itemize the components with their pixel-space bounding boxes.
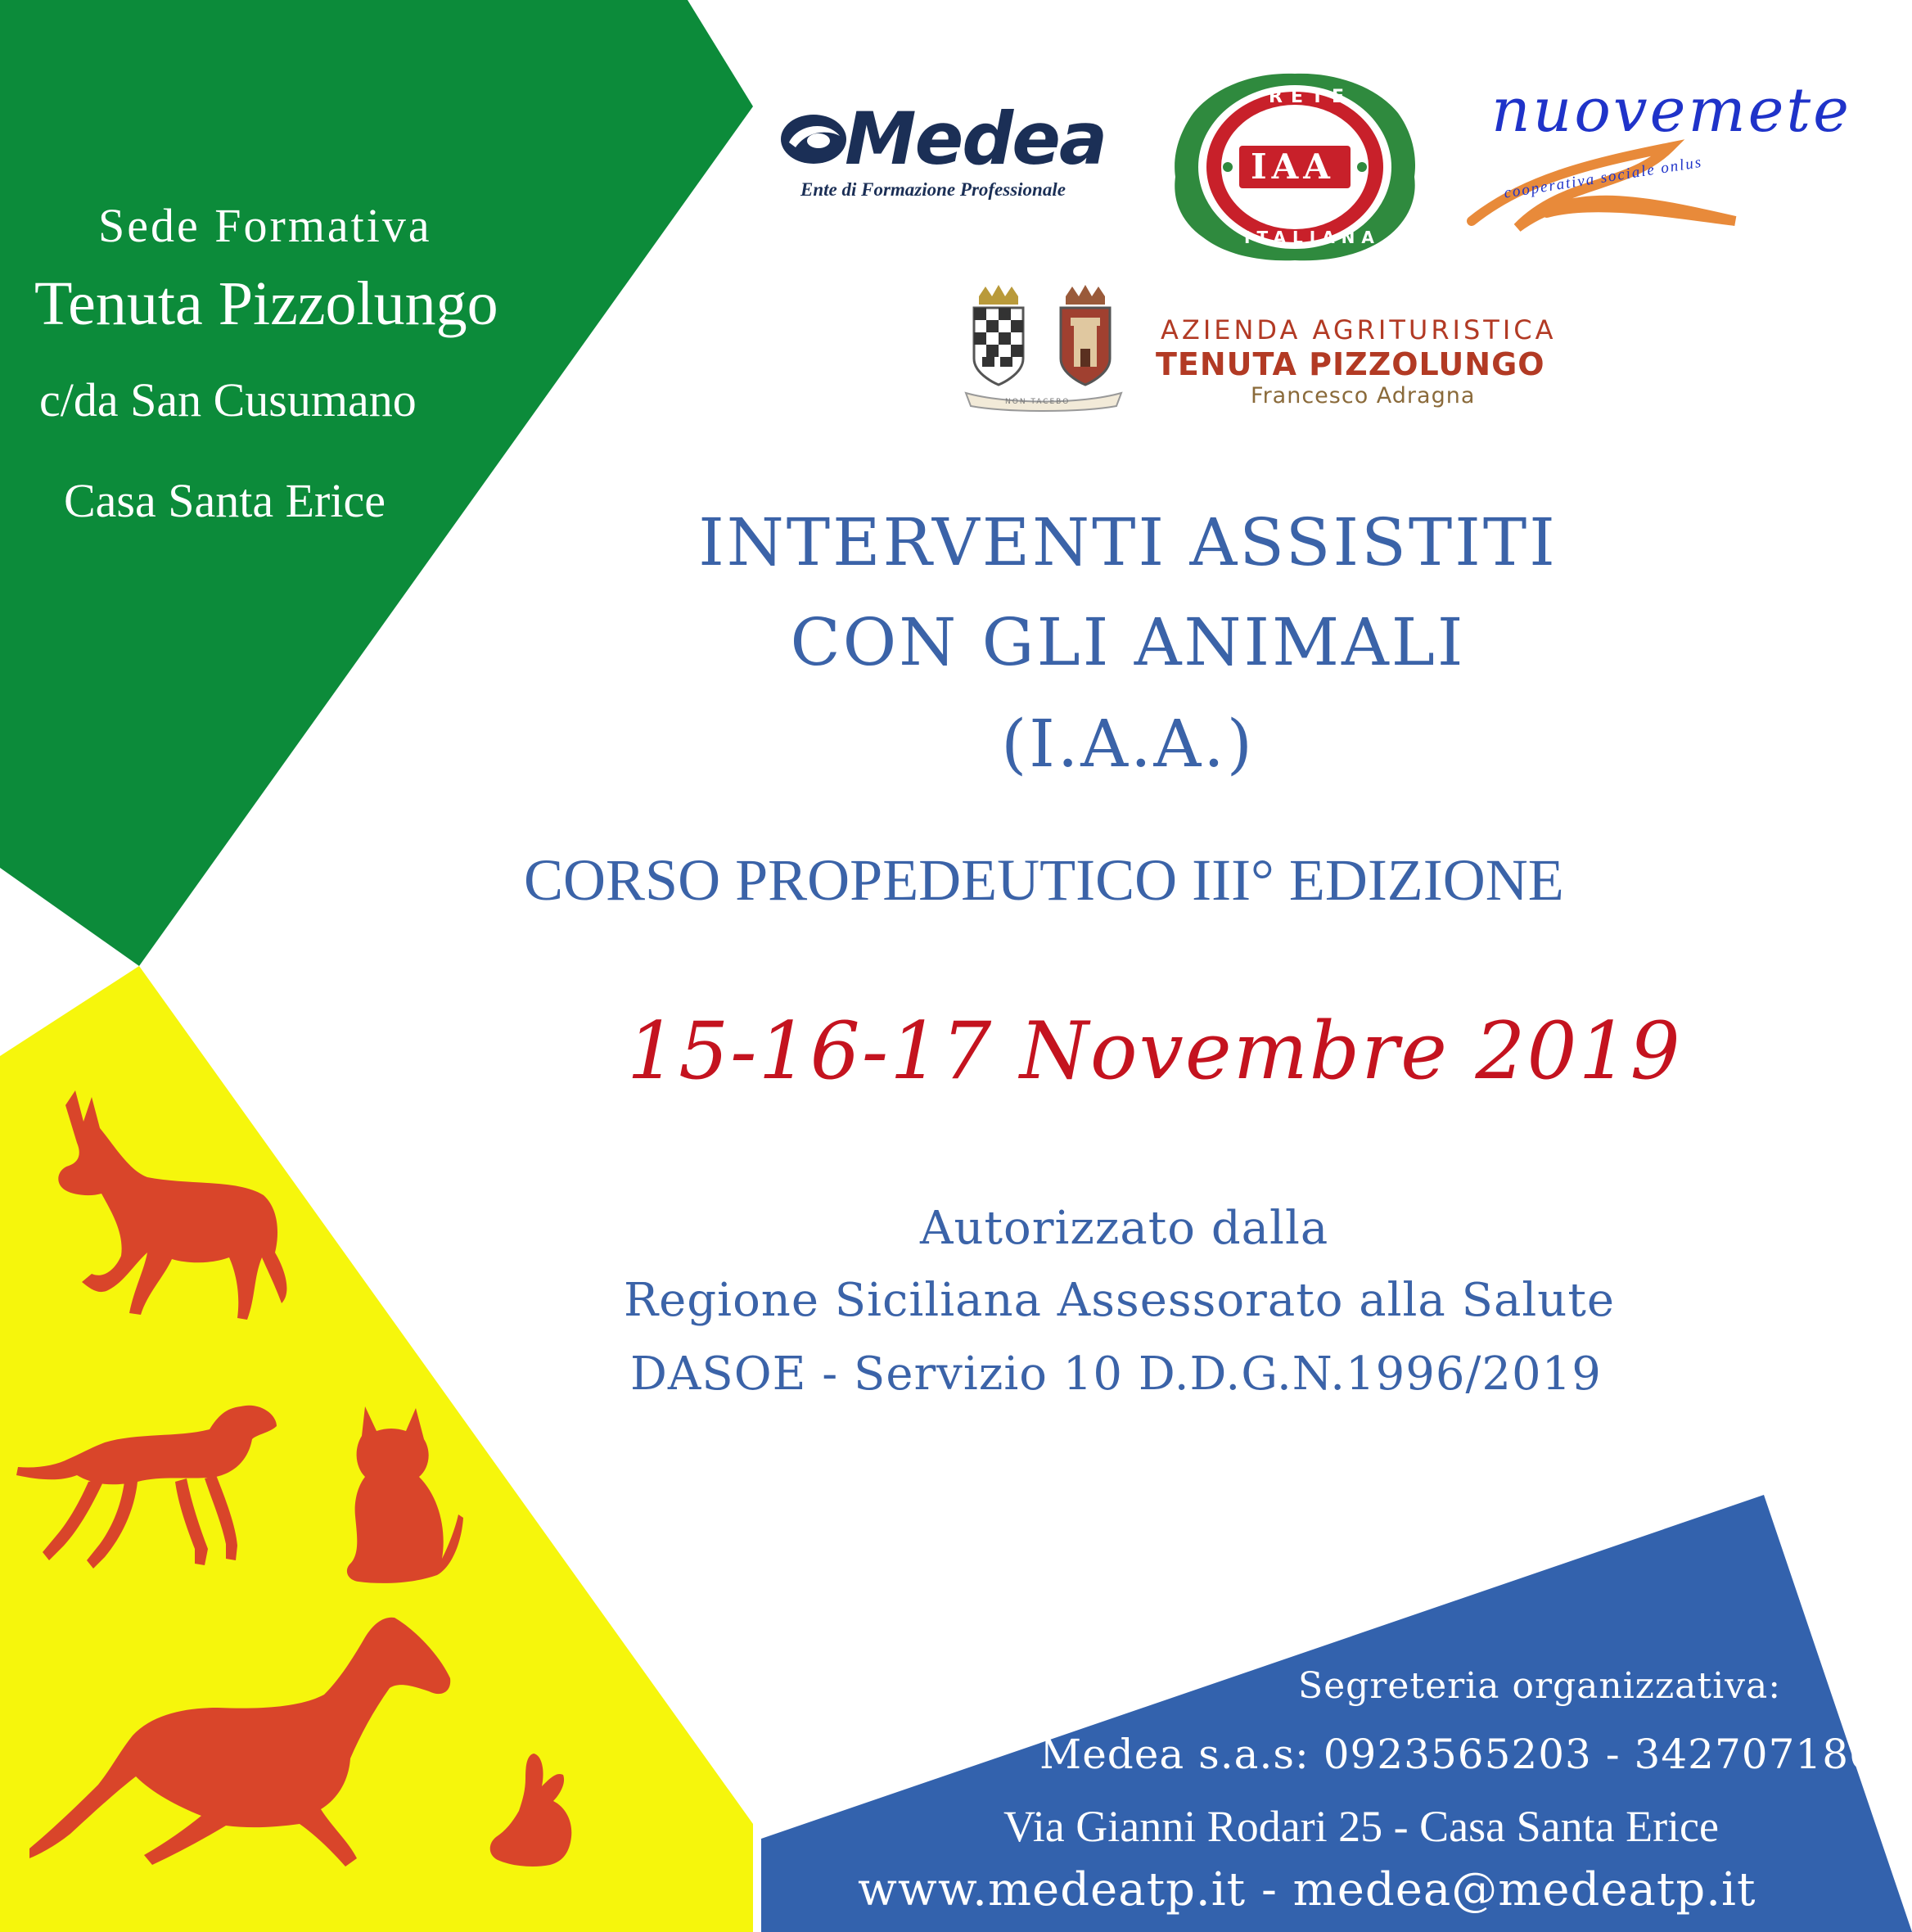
sede-name: Tenuta Pizzolungo [34, 269, 498, 338]
contact-phone: Medea s.a.s: 0923565203 - 3427071861 [1039, 1731, 1903, 1778]
headline-line-3: (I.A.A.) [1001, 706, 1255, 782]
course-dates: 15-16-17 Novembre 2019 [627, 1005, 1682, 1097]
contact-web[interactable]: www.medeatp.it - medea@medeatp.it [858, 1863, 1756, 1916]
donkey-silhouette-icon [33, 1089, 295, 1326]
medea-swirl-icon [778, 106, 851, 172]
agriturismo-crest [949, 285, 1138, 412]
sede-city: Casa Santa Erice [64, 474, 386, 527]
agriturismo-owner: Francesco Adragna [1251, 383, 1476, 409]
course-subtitle: CORSO PROPEDEUTICO III° EDIZIONE [524, 847, 1564, 913]
medea-logo-subtitle: Ente di Formazione Professionale [800, 179, 1066, 200]
rabbit-silhouette-icon [488, 1754, 578, 1868]
headline-line-1: INTERVENTI ASSISTITI [698, 504, 1558, 580]
agriturismo-name: TENUTA PIZZOLUNGO [1156, 346, 1545, 382]
authorization-line-1: Autorizzato dalla [920, 1202, 1329, 1255]
agriturismo-title: AZIENDA AGRITURISTICA [1161, 314, 1557, 345]
dog-silhouette-icon [15, 1397, 285, 1585]
iaa-logo-top-text: RETE [1269, 87, 1353, 107]
contact-label: Segreteria organizzativa: [1298, 1665, 1782, 1707]
cat-silhouette-icon [340, 1406, 463, 1587]
authorization-line-2: Regione Siciliana Assessorato alla Salute [624, 1274, 1615, 1327]
headline-line-2: CON GLI ANIMALI [790, 604, 1466, 680]
iaa-logo-bottom-text: ITALIANA [1244, 228, 1381, 247]
contact-address: Via Gianni Rodari 25 - Casa Santa Erice [1003, 1802, 1719, 1851]
authorization-line-3: DASOE - Servizio 10 D.D.G.N.1996/2019 [630, 1347, 1602, 1401]
nuovemete-logo-subtitle: cooperativa sociale onlus [1503, 153, 1704, 202]
sede-label: Sede Formativa [98, 199, 432, 252]
agriturismo-motto: NON TACEBO [1005, 398, 1071, 406]
sede-street: c/da San Cusumano [39, 373, 417, 427]
nuovemete-logo-name: nuovemete [1491, 75, 1851, 146]
medea-logo-name: Medea [845, 97, 1107, 181]
horse-silhouette-icon [29, 1613, 455, 1883]
iaa-logo-center-text: IAA [1251, 147, 1335, 187]
